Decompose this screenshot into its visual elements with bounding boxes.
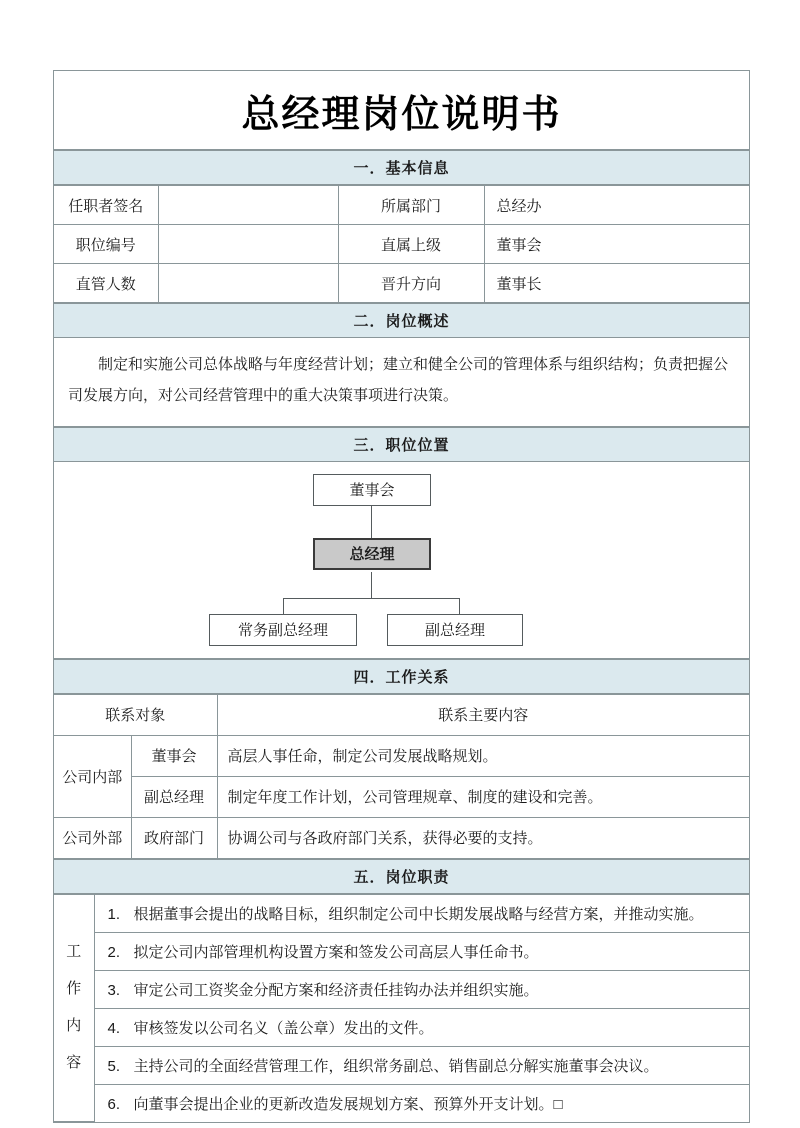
table-row bbox=[54, 932, 749, 970]
basic-info-label: 直管人数 bbox=[54, 264, 158, 303]
relations-object: 副总经理 bbox=[131, 776, 217, 817]
duty-number: 1. bbox=[107, 905, 121, 923]
duty-row bbox=[94, 1046, 749, 1084]
relations-content: 协调公司与各政府部门关系，获得必要的支持。 bbox=[217, 817, 749, 858]
section-header-overview: 二．岗位概述 bbox=[54, 303, 749, 338]
table-row bbox=[54, 817, 749, 858]
duty-text: 主持公司的全面经营管理工作，组织常务副总、销售副总分解实施董事会决议。 bbox=[133, 1057, 659, 1075]
section-header-position: 三．职位位置 bbox=[54, 427, 749, 462]
overview-paragraph: 制定和实施公司总体战略与年度经营计划；建立和健全公司的管理体系与组织结构；负责把握公司发展方向，对公司经营管理中的重大决策事项进行决策。 bbox=[54, 338, 749, 427]
relations-content: 制定年度工作计划，公司管理规章、制度的建设和完善。 bbox=[217, 776, 749, 817]
duties-side-label-char-3: 内 bbox=[66, 1016, 82, 1034]
duty-number: 5. bbox=[107, 1057, 121, 1075]
table-row bbox=[54, 1084, 749, 1122]
section-header-duties: 五．岗位职责 bbox=[54, 859, 749, 894]
duty-text: 向董事会提出企业的更新改造发展规划方案、预算外开支计划。□ bbox=[133, 1095, 563, 1113]
duty-row bbox=[94, 1008, 749, 1046]
duty-number: 6. bbox=[107, 1095, 121, 1113]
duty-number: 2. bbox=[107, 943, 121, 961]
duty-text: 审核签发以公司名义（盖公章）发出的文件。 bbox=[133, 1019, 434, 1037]
org-node-general-manager: 总经理 bbox=[313, 538, 431, 570]
table-row bbox=[54, 894, 749, 932]
org-connector-line bbox=[371, 572, 372, 598]
table-header-row bbox=[54, 694, 749, 735]
relations-content: 高层人事任命，制定公司发展战略规划。 bbox=[217, 735, 749, 776]
basic-info-value-field[interactable] bbox=[158, 264, 338, 303]
duty-number: 3. bbox=[107, 981, 121, 999]
basic-info-value-field[interactable] bbox=[158, 186, 338, 225]
relations-group-internal: 公司内部 bbox=[54, 735, 131, 817]
section-header-relations: 四．工作关系 bbox=[54, 659, 749, 694]
table-row bbox=[54, 1008, 749, 1046]
basic-info-value-field[interactable] bbox=[158, 225, 338, 264]
duties-side-label-char-4: 容 bbox=[66, 1053, 82, 1071]
table-row bbox=[54, 970, 749, 1008]
document-title-row bbox=[54, 71, 749, 150]
basic-info-table bbox=[54, 185, 749, 303]
section-header-basic-info: 一．基本信息 bbox=[54, 150, 749, 185]
relations-object: 董事会 bbox=[131, 735, 217, 776]
basic-info-label-2: 晋升方向 bbox=[338, 264, 484, 303]
duties-side-label-char-2: 作 bbox=[66, 980, 82, 997]
org-node-child-2: 副总经理 bbox=[387, 614, 523, 646]
org-connector-line bbox=[371, 506, 372, 538]
basic-info-label-2: 直属上级 bbox=[338, 225, 484, 264]
basic-info-value-2[interactable]: 总经办 bbox=[484, 186, 749, 225]
table-row bbox=[54, 264, 749, 303]
duty-number: 4. bbox=[107, 1019, 121, 1037]
duties-side-label bbox=[54, 894, 94, 1122]
work-relations-table bbox=[54, 694, 749, 859]
org-connector-line bbox=[459, 598, 460, 614]
duty-row bbox=[94, 970, 749, 1008]
relations-object: 政府部门 bbox=[131, 817, 217, 858]
org-node-board: 董事会 bbox=[313, 474, 431, 506]
org-connector-line bbox=[283, 598, 284, 614]
duty-text: 根据董事会提出的战略目标，组织制定公司中长期发展战略与经营方案，并推动实施。 bbox=[133, 905, 704, 923]
basic-info-value-2[interactable]: 董事长 bbox=[484, 264, 749, 303]
job-description-document bbox=[53, 70, 750, 1123]
duties-table bbox=[54, 894, 749, 1123]
relations-group-external: 公司外部 bbox=[54, 817, 131, 858]
table-row bbox=[54, 776, 749, 817]
page-title: 总经理岗位说明书 bbox=[241, 93, 562, 136]
org-node-child-1: 常务副总经理 bbox=[209, 614, 357, 646]
basic-info-value-2[interactable]: 董事会 bbox=[484, 225, 749, 264]
duty-row bbox=[94, 932, 749, 970]
duty-row bbox=[94, 894, 749, 932]
duties-side-label-char-1: 工 bbox=[66, 943, 82, 961]
basic-info-label: 职位编号 bbox=[54, 225, 158, 264]
relations-col-header-content: 联系主要内容 bbox=[217, 694, 749, 735]
table-row bbox=[54, 1046, 749, 1084]
duty-text: 拟定公司内部管理机构设置方案和签发公司高层人事任命书。 bbox=[133, 943, 539, 961]
table-row bbox=[54, 186, 749, 225]
table-row bbox=[54, 735, 749, 776]
relations-col-header-object: 联系对象 bbox=[54, 694, 217, 735]
org-connector-line bbox=[283, 598, 460, 599]
org-chart bbox=[54, 462, 749, 659]
table-row bbox=[54, 225, 749, 264]
basic-info-label: 任职者签名 bbox=[54, 186, 158, 225]
duty-row bbox=[94, 1084, 749, 1122]
basic-info-label-2: 所属部门 bbox=[338, 186, 484, 225]
duty-text: 审定公司工资奖金分配方案和经济责任挂钩办法并组织实施。 bbox=[133, 981, 539, 999]
